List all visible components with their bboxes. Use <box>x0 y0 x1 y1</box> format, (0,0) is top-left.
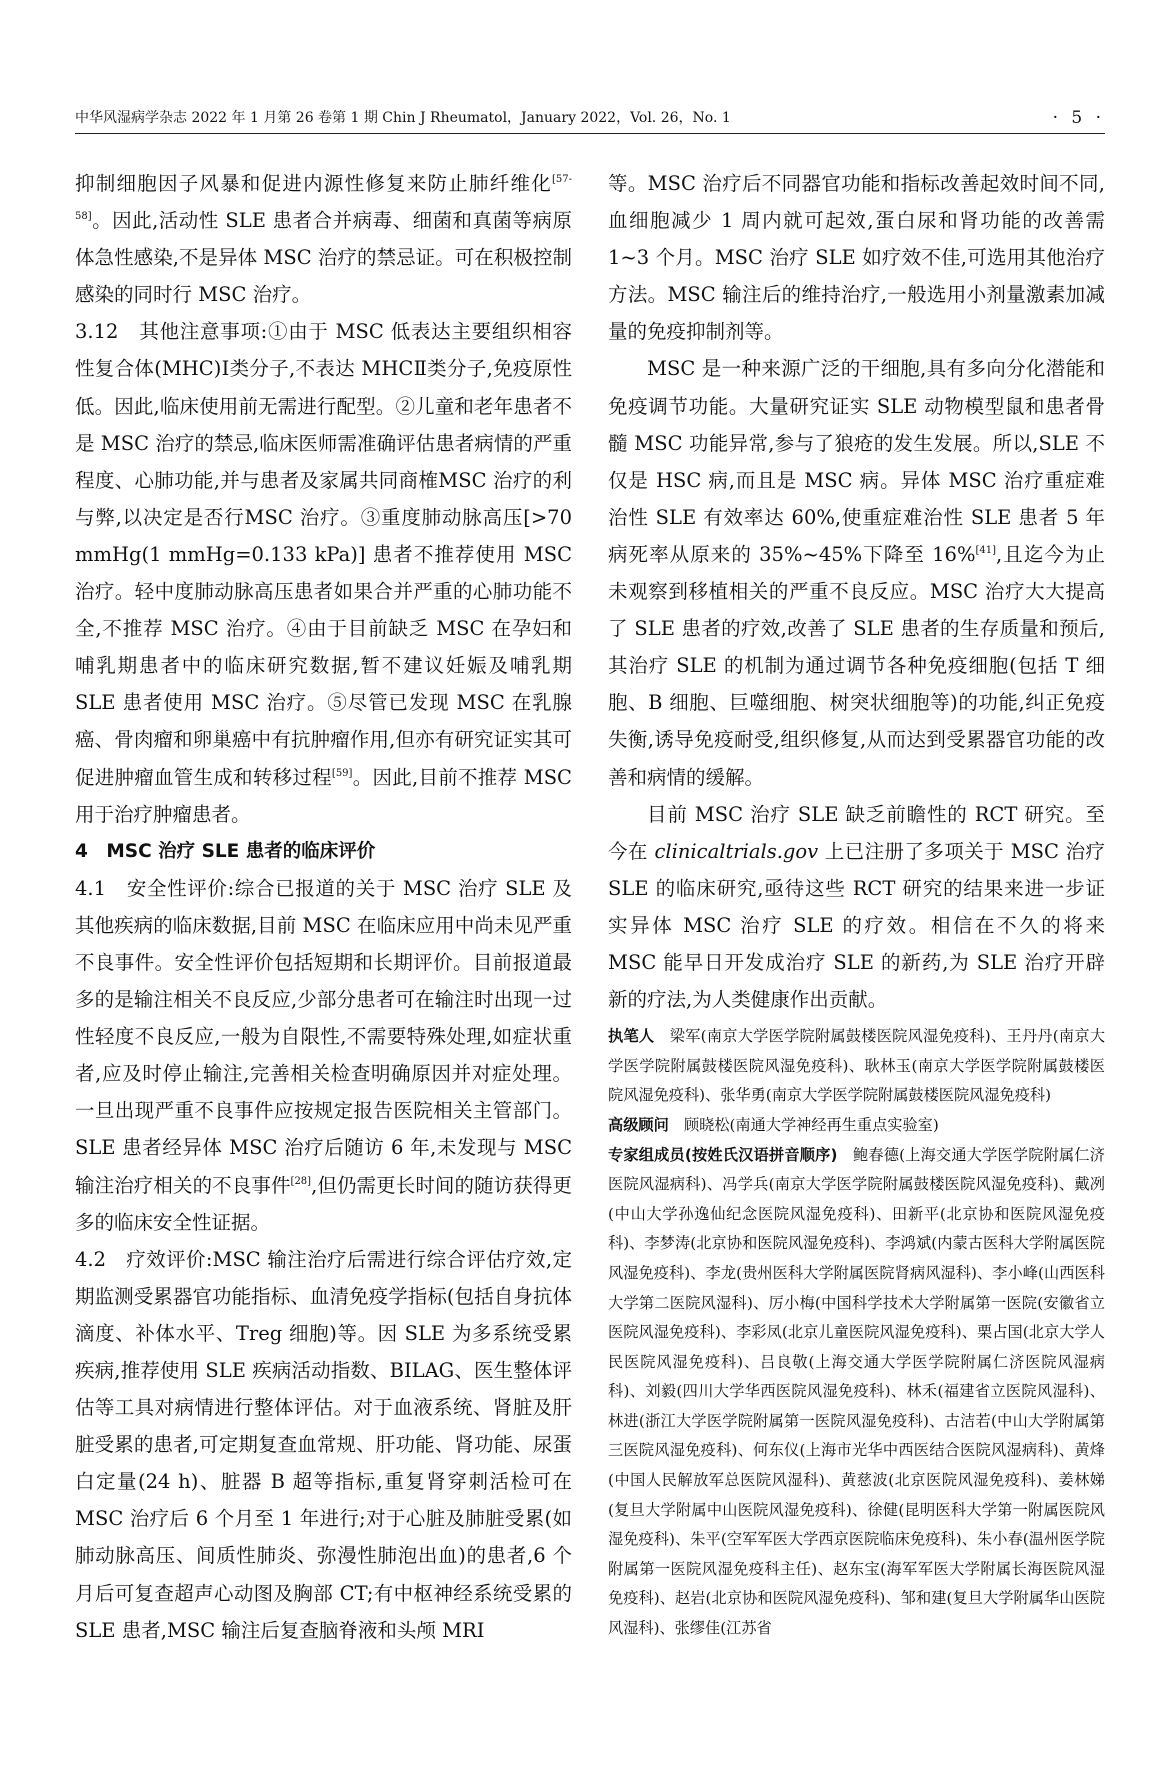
advisor-label: 高级顾问 <box>608 1115 669 1134</box>
advisor-name: 顾晓松(南通大学神经再生重点实验室) <box>683 1115 939 1134</box>
text: 目前 MSC 治疗 SLE 缺乏前瞻性的 RCT 研究。至今在 <box>608 802 1105 863</box>
left-column <box>75 165 572 1649</box>
text: ,且迄今为止未观察到移植相关的严重不良反应。MSC 治疗大大提高了 SLE 患者的疗效,改善了 SLE 患者的生存质量和预后,其治疗 SLE 的机制为通过调节各种免疫细胞(包括 T 细胞、B 细胞、巨噬细胞、树突状细胞等)的功能,纠正免疫失衡,诱导免疫耐受,组织修复,从而达到受累器官功能的改善和病情的缓解。 <box>608 542 1105 789</box>
website-name: clinicaltrials.gov <box>654 839 819 863</box>
authors-list: 梁军(南京大学医学院附属鼓楼医院风湿免疫科)、王丹丹(南京大学医学院附属鼓楼医院风湿免疫科)、耿林玉(南京大学医学院附属鼓楼医院风湿免疫科)、张华勇(南京大学医学院附属鼓楼医院风湿免疫科) <box>608 1027 1106 1105</box>
journal-citation: 中华风湿病学杂志 2022 年 1 月第 26 卷第 1 期 Chin J Rheumatol，January 2022，Vol. 26，No. 1 <box>75 110 731 126</box>
experts-label: 专家组成员(按姓氏汉语拼音顺序) <box>608 1145 838 1164</box>
paragraph-infection <box>75 165 572 313</box>
authors <box>608 1022 1105 1111</box>
right-column <box>608 165 1105 1644</box>
citation-ref: [57-58] <box>75 174 572 223</box>
paragraph-efficacy-cont: 等。MSC 治疗后不同器官功能和指标改善起效时间不同,血细胞减少 1 周内就可起效,蛋白尿和肾功能的改善需 1~3 个月。MSC 治疗 SLE 如疗效不佳,可选用其他治疗方法。MSC 输注后的维持治疗,一般选用小剂量激素加减量的免疫抑制剂等。 <box>608 172 1105 344</box>
citation-ref: [59] <box>331 767 353 779</box>
section-3-12 <box>75 313 572 832</box>
paragraph-msc-summary <box>608 350 1105 795</box>
credits-block <box>608 1022 1105 1643</box>
experts-list: 鲍春德(上海交通大学医学院附属仁济医院风湿病科)、冯学兵(南京大学医学院附属鼓楼医院风湿免疫科)、戴冽(中山大学孙逸仙纪念医院风湿免疫科)、田新平(北京协和医院风湿免疫科)、李梦涛(北京协和医院风湿免疫科)、李鸿斌(内蒙古医科大学附属医院风湿免疫科)、李龙(贵州医科大学附属医院肾病风湿科)、李小峰(山西医科大学第二医院风湿科)、厉小梅(中国科学技术大学附属第一医院(安徽省立医院风湿免疫科)、李彩凤(北京儿童医院风湿免疫科)、栗占国(北京大学人民医院风湿免疫科)、吕良敬(上海交通大学医学院附属仁济医院风湿病科)、刘毅(四川大学华西医院风湿免疫科)、林禾(福建省立医院风湿科)、林进(浙江大学医学院附属第一医院风湿免疫科)、古洁若(中山大学附属第三医院风湿免疫科)、何东仪(上海市光华中西医结合医院风湿病科)、黄烽(中国人民解放军总医院风湿科)、黄慈波(北京医院风湿免疫科)、姜林娣(复旦大学附属中山医院风湿免疫科)、徐健(昆明医科大学第一附属医院风湿免疫科)、朱平(空军军医大学西京医院临床免疫科)、朱小春(温州医学院附属第一医院风湿免疫科主任)、赵东宝(海军军医大学附属长海医院风湿免疫科)、赵岩(北京协和医院风湿免疫科)、邹和建(复旦大学附属华山医院风湿科)、张缪佳(江苏省 <box>608 1145 1105 1638</box>
advisor <box>608 1111 1105 1141</box>
text: 抑制细胞因子风暴和促进内源性修复来防止肺纤维化 <box>75 172 552 195</box>
header-rule <box>75 133 1105 134</box>
citation-ref: [41] <box>975 544 997 556</box>
text: MSC 是一种来源广泛的干细胞,具有多向分化潜能和免疫调节功能。大量研究证实 SLE 动物模型鼠和患者骨髓 MSC 功能异常,参与了狼疮的发生发展。所以,SLE 不仅是 HSC 病,而且是 MSC 病。异体 MSC 治疗重症难治性 SLE 有效率达 60%,使重症难治性 SLE 患者 5 年病死率从原来的 35%~45%下降至 16% <box>608 357 1105 566</box>
section-4-2: 4.2 疗效评价:MSC 输注治疗后需进行综合评估疗效,定期监测受累器官功能指标、血清免疫学指标(包括自身抗体滴度、补体水平、Treg 细胞)等。因 SLE 为多系统受累疾病,推荐使用 SLE 疾病活动指数、BILAG、医生整体评估等工具对病情进行整体评估。对于血液系统、肾脏及肝脏受累的患者,可定期复查血常规、肝功能、肾功能、尿蛋白定量(24 h)、脏器 B 超等指标,重复肾穿刺活检可在 MSC 治疗后 6 个月至 1 年进行;对于心脏及肺脏受累(如肺动脉高压、间质性肺炎、弥漫性肺泡出血)的患者,6 个月后可复查超声心动图及胸部 CT;有中枢神经系统受累的 SLE 患者,MSC 输注后复查脑脊液和头颅 MRI <box>75 1247 572 1642</box>
text: ,但仍需更长时间的随访获得更多的临床安全性证据。 <box>75 1173 572 1234</box>
text: 上已注册了多项关于 MSC 治疗 SLE 的临床研究,亟待这些 RCT 研究的结果来进一步证实异体 MSC 治疗 SLE 的疗效。相信在不久的将来 MSC 能早日开发成治疗 SLE 的新药,为 SLE 治疗开辟新的疗法,为人类健康作出贡献。 <box>608 839 1105 1012</box>
experts <box>608 1141 1105 1644</box>
section-4-1 <box>75 870 572 1241</box>
citation-ref: [28] <box>290 1175 312 1187</box>
page-number: · 5 · <box>1052 108 1105 128</box>
section-4-heading: 4 MSC 治疗 SLE 患者的临床评价 <box>75 840 376 862</box>
authors-label: 执笔人 <box>608 1027 655 1046</box>
text: 4.1 安全性评价:综合已报道的关于 MSC 治疗 SLE 及其他疾病的临床数据,目前 MSC 在临床应用中尚未见严重不良事件。安全性评价包括短期和长期评价。目前报道最多的是输注相关不良反应,少部分患者可在输注时出现一过性轻度不良反应,一般为自限性,不需要特殊处理,如症状重者,应及时停止输注,完善相关检查明确原因并对症处理。一旦出现严重不良事件应按规定报告医院相关主管部门。SLE 患者经异体 MSC 治疗后随访 6 年,未发现与 MSC 输注治疗相关的不良事件 <box>75 876 572 1197</box>
text: 。因此,目前不推荐 MSC 用于治疗肿瘤患者。 <box>75 765 572 826</box>
paragraph-outlook <box>608 796 1105 1019</box>
text: 3.12 其他注意事项:①由于 MSC 低表达主要组织相容性复合体(MHC)Ⅰ类分子,不表达 MHCⅡ类分子,免疫原性低。因此,临床使用前无需进行配型。②儿童和老年患者不是 MSC 治疗的禁忌,临床医师需准确评估患者病情的严重程度、心肺功能,并与患者及家属共同商榷MSC 治疗的利与弊,以决定是否行MSC 治疗。③重度肺动脉高压[>70 mmHg(1 mmHg=0.133 kPa)] 患者不推荐使用 MSC 治疗。轻中度肺动脉高压患者如果合并严重的心肺功能不全,不推荐 MSC 治疗。④由于目前缺乏 MSC 在孕妇和哺乳期患者中的临床研究数据,暂不建议妊娠及哺乳期 SLE 患者使用 MSC 治疗。⑤尽管已发现 MSC 在乳腺癌、骨肉瘤和卵巢癌中有抗肿瘤作用,但亦有研究证实其可促进肿瘤血管生成和转移过程 <box>75 320 572 789</box>
text: 。因此,活动性 SLE 患者合并病毒、细菌和真菌等病原体急性感染,不是异体 MSC 治疗的禁忌证。可在积极控制感染的同时行 MSC 治疗。 <box>75 209 572 307</box>
